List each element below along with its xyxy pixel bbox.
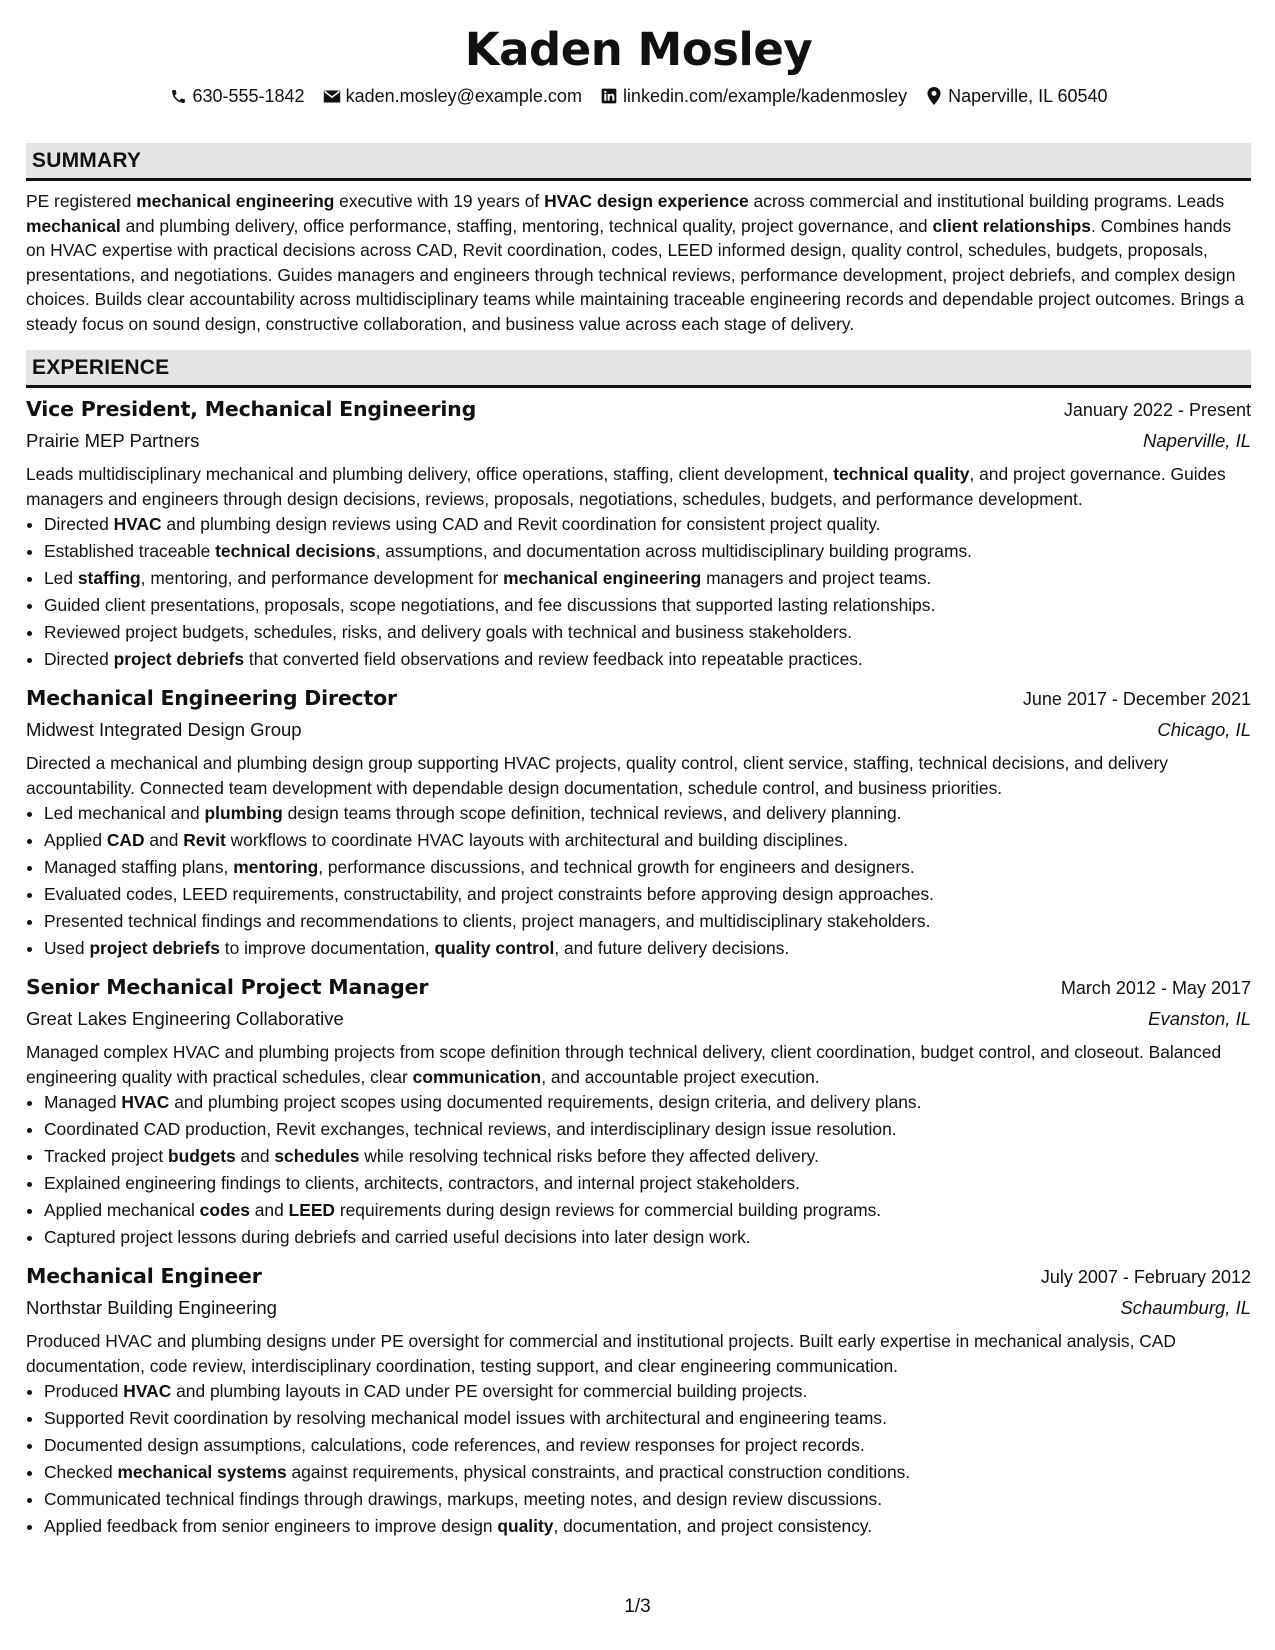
job-title: Vice President, Mechanical Engineering	[26, 397, 477, 421]
job-bullet: • Communicated technical findings through drawings, markups, meeting notes, and design review discussions.	[44, 1486, 1251, 1513]
job-entry	[26, 394, 1251, 673]
contact-bar	[26, 84, 1251, 108]
job-bullet: • Applied feedback from senior engineers to improve design quality, documentation, and project consistency.	[44, 1513, 1251, 1540]
job-bullet: • Presented technical findings and recommendations to clients, project managers, and multidisciplinary stakeholders.	[44, 908, 1251, 935]
location-text: Naperville, IL 60540	[948, 86, 1108, 106]
job-company-row	[26, 1292, 1251, 1323]
job-bullets	[26, 800, 1251, 962]
contact-email[interactable]	[323, 84, 582, 108]
linkedin-text[interactable]: linkedin.com/example/kadenmosley	[622, 86, 908, 106]
experience-heading: EXPERIENCE	[26, 350, 1251, 388]
job-title: Senior Mechanical Project Manager	[26, 975, 429, 999]
job-bullet: • Guided client presentations, proposals, scope negotiations, and fee discussions that supported lasting relationships.	[44, 592, 1251, 619]
job-bullet: • Documented design assumptions, calculations, code references, and review responses for project records.	[44, 1432, 1251, 1459]
phone-text: 630-555-1842	[192, 86, 305, 106]
linkedin-icon	[600, 87, 618, 105]
job-bullet: • Tracked project budgets and schedules while resolving technical risks before they affected delivery.	[44, 1143, 1251, 1170]
summary-text: PE registered mechanical engineering executive with 19 years of HVAC design experience across commercial and institutional building programs. Leads mechanical and plumbing delivery, office performance, staffing, mentoring, technical quality, project governance, and client relationships. Combines hands on HVAC expertise with practical decisions across CAD, Revit coordination, codes, LEED informed design, quality control, schedules, budgets, proposals, presentations, and negotiations. Guides managers and engineers through technical reviews, performance development, project debriefs, and complex design choices. Builds clear accountability across multidisciplinary teams while maintaining traceable engineering records and dependable project outcomes. Brings a steady focus on sound design, constructive collaboration, and business value across each stage of delivery.	[26, 191, 1244, 334]
job-company: Prairie MEP Partners	[26, 430, 200, 451]
job-header-row	[26, 394, 1251, 425]
job-description: Leads multidisciplinary mechanical and plumbing delivery, office operations, staffing, client development, technical quality, and project governance. Guides managers and engineers through design decisions, reviews, proposals, negotiations, schedules, budgets, and performance development.	[26, 464, 1226, 509]
job-bullet: • Explained engineering findings to clients, architects, contractors, and internal project stakeholders.	[44, 1170, 1251, 1197]
job-bullet: • Managed staffing plans, mentoring, performance discussions, and technical growth for engineers and designers.	[44, 854, 1251, 881]
job-header-row	[26, 1261, 1251, 1292]
job-location: Evanston, IL	[1148, 1008, 1251, 1029]
job-entry	[26, 1261, 1251, 1540]
job-entry	[26, 683, 1251, 962]
job-title: Mechanical Engineer	[26, 1264, 262, 1288]
job-location: Schaumburg, IL	[1120, 1297, 1251, 1318]
map-pin-icon	[925, 87, 943, 105]
page-number: 1/3	[624, 1596, 651, 1617]
job-bullet: • Supported Revit coordination by resolving mechanical model issues with architectural and engineering teams.	[44, 1405, 1251, 1432]
job-bullet: • Applied mechanical codes and LEED requirements during design reviews for commercial building programs.	[44, 1197, 1251, 1224]
job-bullet: • Directed HVAC and plumbing design reviews using CAD and Revit coordination for consistent project quality.	[44, 511, 1251, 538]
job-title: Mechanical Engineering Director	[26, 686, 397, 710]
job-dates: January 2022 - Present	[1063, 400, 1251, 420]
job-bullet: • Directed project debriefs that converted field observations and review feedback into repeatable practices.	[44, 646, 1251, 673]
job-description: Produced HVAC and plumbing designs under PE oversight for commercial and institutional projects. Built early expertise in mechanical analysis, CAD documentation, code review, interdisciplinary coordination, testing support, and clear engineering communication.	[26, 1331, 1176, 1376]
job-company: Great Lakes Engineering Collaborative	[26, 1008, 344, 1029]
job-company: Northstar Building Engineering	[26, 1297, 277, 1318]
job-description: Managed complex HVAC and plumbing projects from scope definition through technical delivery, client coordination, budget control, and closeout. Balanced engineering quality with practical schedules, clear communication, and accountable project execution.	[26, 1042, 1222, 1087]
job-bullet: • Evaluated codes, LEED requirements, constructability, and project constraints before approving design approaches.	[44, 881, 1251, 908]
job-bullet: • Reviewed project budgets, schedules, risks, and delivery goals with technical and business stakeholders.	[44, 619, 1251, 646]
job-bullet: • Checked mechanical systems against requirements, physical constraints, and practical construction conditions.	[44, 1459, 1251, 1486]
job-bullet: • Coordinated CAD production, Revit exchanges, technical reviews, and interdisciplinary design issue resolution.	[44, 1116, 1251, 1143]
job-entry	[26, 972, 1251, 1251]
contact-phone	[169, 84, 304, 108]
job-bullets	[26, 511, 1251, 673]
job-bullet: • Led staffing, mentoring, and performance development for mechanical engineering managers and project teams.	[44, 565, 1251, 592]
job-description: Directed a mechanical and plumbing design group supporting HVAC projects, quality control, client service, staffing, technical decisions, and delivery accountability. Connected team development with dependable design documentation, schedule control, and business priorities.	[26, 753, 1168, 798]
job-bullet: • Managed HVAC and plumbing project scopes using documented requirements, design criteria, and delivery plans.	[44, 1089, 1251, 1116]
summary-heading: SUMMARY	[26, 143, 1251, 181]
email-text[interactable]: kaden.mosley@example.com	[345, 86, 582, 106]
job-header-row	[26, 972, 1251, 1003]
experience-list	[26, 394, 1251, 1540]
job-bullets	[26, 1378, 1251, 1540]
job-header-row	[26, 683, 1251, 714]
job-company-row	[26, 1003, 1251, 1034]
job-bullet: • Used project debriefs to improve documentation, quality control, and future delivery decisions.	[44, 935, 1251, 962]
phone-icon	[169, 87, 187, 105]
envelope-icon	[323, 87, 341, 105]
job-dates: June 2017 - December 2021	[1022, 689, 1251, 709]
job-bullet: • Captured project lessons during debriefs and carried useful decisions into later design work.	[44, 1224, 1251, 1251]
job-bullet: • Led mechanical and plumbing design teams through scope definition, technical reviews, and delivery planning.	[44, 800, 1251, 827]
job-company: Midwest Integrated Design Group	[26, 719, 302, 740]
job-company-row	[26, 714, 1251, 745]
candidate-name: Kaden Mosley	[464, 23, 813, 76]
job-bullets	[26, 1089, 1251, 1251]
job-dates: July 2007 - February 2012	[1040, 1267, 1251, 1287]
contact-linkedin[interactable]	[600, 84, 907, 108]
job-dates: March 2012 - May 2017	[1060, 978, 1251, 998]
job-company-row	[26, 425, 1251, 456]
job-location: Naperville, IL	[1143, 430, 1251, 451]
contact-location	[925, 84, 1107, 108]
job-bullet: • Applied CAD and Revit workflows to coordinate HVAC layouts with architectural and building disciplines.	[44, 827, 1251, 854]
job-bullet: • Produced HVAC and plumbing layouts in CAD under PE oversight for commercial building projects.	[44, 1378, 1251, 1405]
resume-page	[26, 0, 1251, 1540]
job-location: Chicago, IL	[1157, 719, 1251, 740]
job-bullet: • Established traceable technical decisions, assumptions, and documentation across multidisciplinary building programs.	[44, 538, 1251, 565]
